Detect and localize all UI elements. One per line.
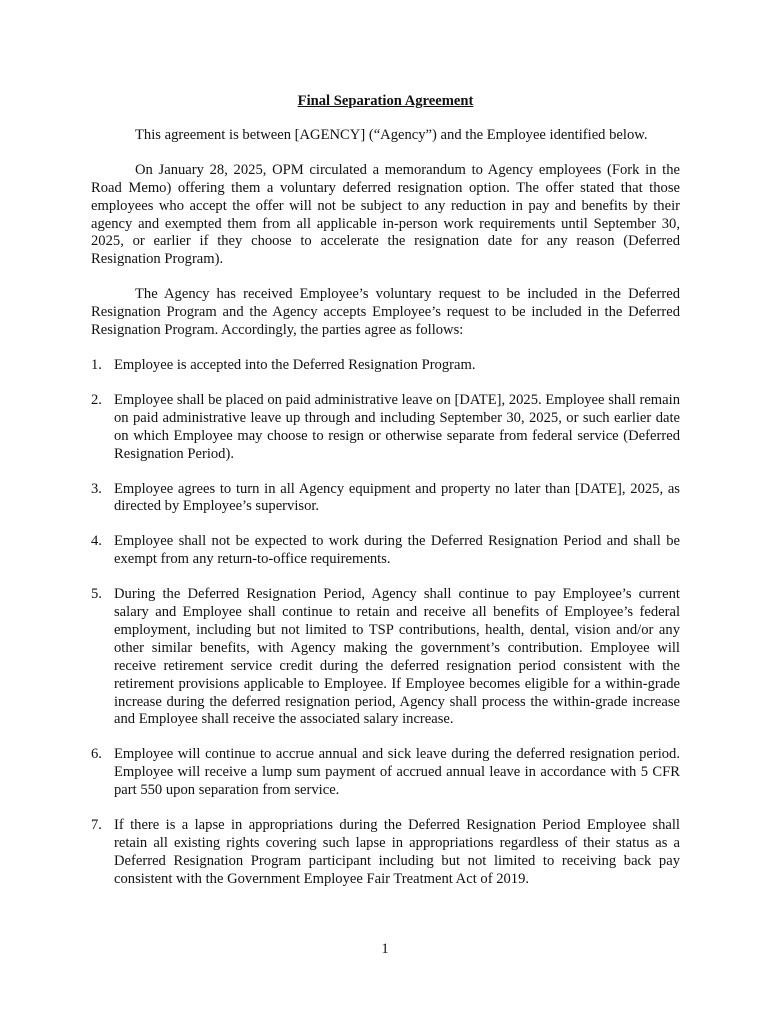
- list-item: [91, 357, 680, 375]
- list-item: [91, 392, 680, 464]
- list-item: [91, 746, 680, 800]
- list-item-number: 7.: [91, 817, 102, 834]
- document-body: [91, 93, 680, 906]
- list-item-number: 4.: [91, 533, 102, 550]
- list-item-text: If there is a lapse in appropriations during the Deferred Resignation Period Employee shall retain all existing rights covering such lapse in appropriations regardless of their status as a Deferred Resignation Program participant including but not limited to receiving back pay consistent with the Government Employee Fair Treatment Act of 2019.: [114, 817, 680, 887]
- list-item-text: Employee shall not be expected to work during the Deferred Resignation Period and shall be exempt from any return-to-office requirements.: [114, 533, 680, 568]
- list-item-text: Employee is accepted into the Deferred Resignation Program.: [114, 356, 476, 373]
- list-item: [91, 817, 680, 889]
- list-item-text: Employee will continue to accrue annual and sick leave during the deferred resignation period. Employee will receive a lump sum payment of accrued annual leave in accordance with 5 CFR part 550 upon separation from service.: [114, 746, 680, 799]
- list-item: [91, 586, 680, 729]
- agreement-terms-list: [91, 357, 680, 889]
- list-item-number: 1.: [91, 356, 102, 373]
- list-item-number: 2.: [91, 391, 102, 408]
- background-paragraph: On January 28, 2025, OPM circulated a memorandum to Agency employees (Fork in the Road Memo) offering them a voluntary deferred resignation option. The offer stated that those employees who accept the offer will not be subject to any reduction in pay and benefits by their agency and exempted them from all applicable in-person work requirements until September 30, 2025, or earlier if they choose to accelerate the resignation date for any reason (Deferred Resignation Program).: [91, 161, 680, 268]
- list-item-text: During the Deferred Resignation Period, Agency shall continue to pay Employee’s current salary and Employee shall continue to retain and receive all benefits of Employee’s federal employment, including but not limited to TSP contributions, health, dental, vision and/or any other similar benefits, with Agency making the government’s contribution. Employee will receive retirement service credit during the deferred resignation period consistent with the retirement provisions applicable to Employee. If Employee becomes eligible for a within-grade increase during the deferred resignation period, Agency shall process the within-grade increase and Employee shall receive the associated salary increase.: [114, 586, 680, 728]
- list-item: [91, 481, 680, 517]
- list-item: [91, 533, 680, 569]
- page-number: 1: [381, 941, 389, 957]
- list-item-number: 3.: [91, 480, 102, 497]
- list-item-number: 6.: [91, 746, 102, 763]
- list-item-text: Employee agrees to turn in all Agency equipment and property no later than [DATE], 2025, as directed by Employee’s supervisor.: [114, 480, 680, 515]
- intro-paragraph: This agreement is between [AGENCY] (“Agency”) and the Employee identified below.: [135, 126, 648, 143]
- list-item-number: 5.: [91, 586, 102, 603]
- acceptance-paragraph: The Agency has received Employee’s voluntary request to be included in the Deferred Resignation Program and the Agency accepts Employee’s request to be included in the Deferred Resignation Program. Accordingly, the parties agree as follows:: [91, 286, 680, 339]
- list-item-text: Employee shall be placed on paid administrative leave on [DATE], 2025. Employee shall remain on paid administrative leave up through and including September 30, 2025, or such earlier date on which Employee may choose to resign or otherwise separate from federal service (Deferred Resignation Period).: [114, 391, 680, 462]
- document-title: Final Separation Agreement: [297, 93, 474, 109]
